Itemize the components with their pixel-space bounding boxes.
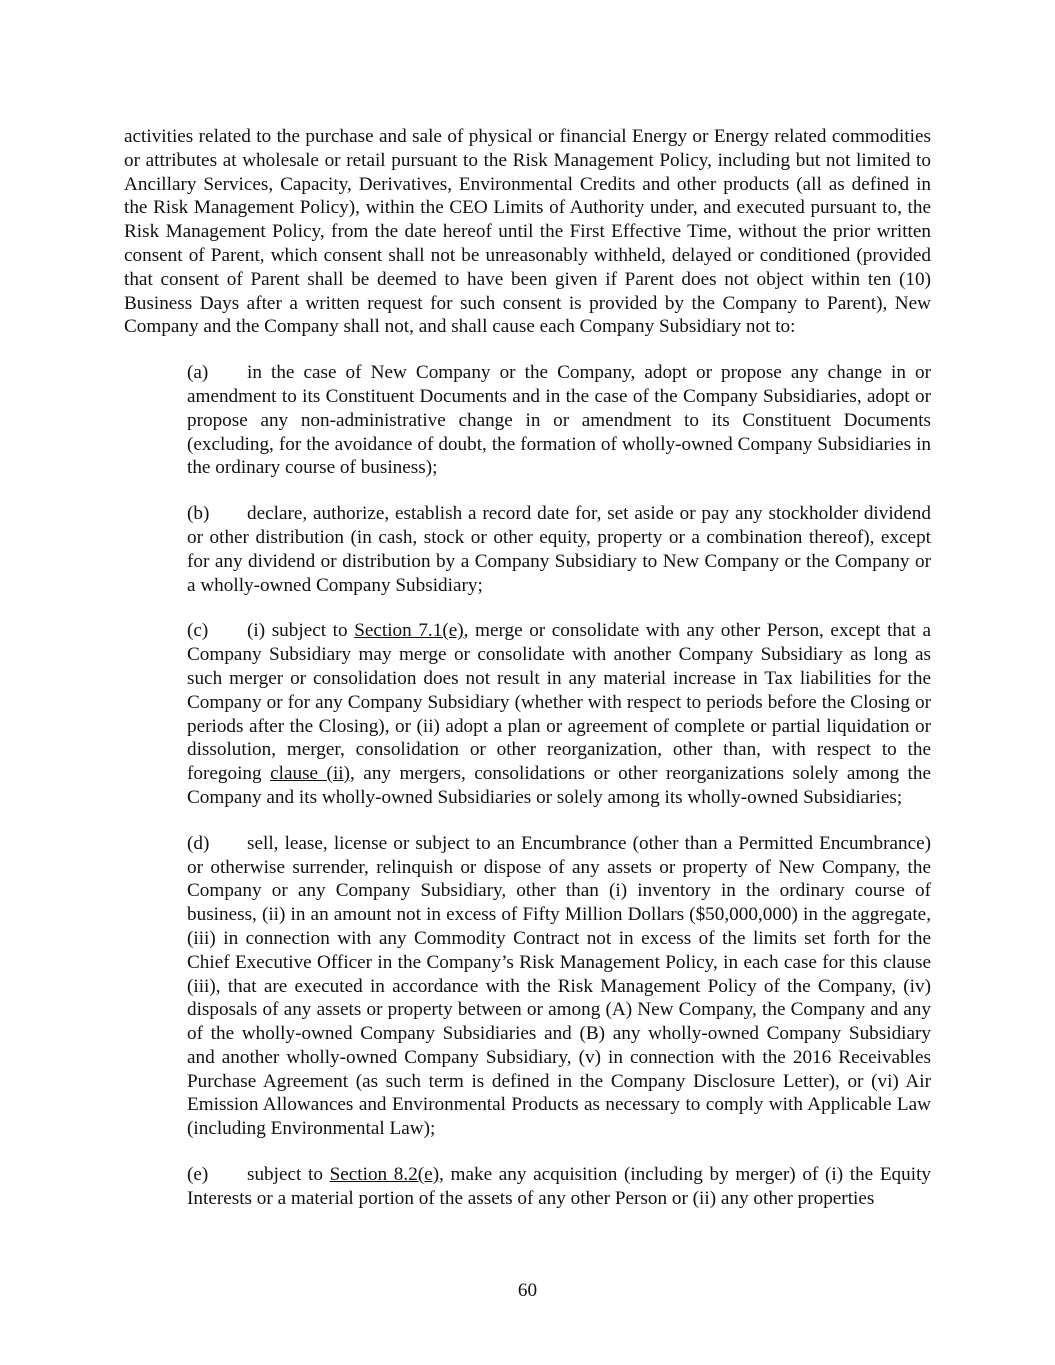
clause-a — [124, 361, 931, 480]
clause-c — [124, 619, 931, 809]
clause-e — [124, 1163, 931, 1211]
clause-text: , any mergers, consolidations or other reorganizations solely among the Company and its wholly-owned Subsidiaries or solely among its wholly-owned Subsidiaries; — [187, 763, 931, 808]
clause-text: sell, lease, license or subject to an Encumbrance (other than a Permitted Encumbrance) or otherwise surrender, relinquish or dispose of any assets or property of New Company, the Company or any Company Subsidiary, other than (i) inventory in the ordinary course of business, (ii) in an amount not in excess of Fifty Million Dollars ($50,000,000) in the aggregate, (iii) in connection with any Commodity Contract not in excess of the limits set forth for the Chief Executive Officer in the Company’s Risk Management Policy, in each case for this clause (iii), that are executed in accordance with the Risk Management Policy of the Company, (iv) disposals of any assets or property between or among (A) New Company, the Company and any of the wholly-owned Company Subsidiaries and (B) any wholly-owned Company Subsidiary and another wholly-owned Company Subsidiary, (v) in connection with the 2016 Receivables Purchase Agreement (as such term is defined in the Company Disclosure Letter), or (vi) Air Emission Allowances and Environmental Products as necessary to comply with Applicable Law (including Environmental Law); — [187, 832, 931, 1140]
clause-text: in the case of New Company or the Company, adopt or propose any change in or amendment to its Constituent Documents and in the case of the Company Subsidiaries, adopt or propose any non-administrative change in or amendment to its Constituent Documents (excluding, for the avoidance of doubt, the formation of wholly-owned Company Subsidiaries in the ordinary course of business); — [187, 362, 931, 479]
clause-text: , make any acquisition (including by merger) of (i) the Equity Interests or a material portion of the assets of any other Person or (ii) any other properties — [187, 1164, 931, 1209]
clause-b — [124, 502, 931, 597]
clause-text: , merge or consolidate with any other Person, except that a Company Subsidiary may merge or consolidate with another Company Subsidiary as long as such merger or consolidation does not result in any material increase in Tax liabilities for the Company or for any Company Subsidiary (whether with respect to periods before the Closing or periods after the Closing), or (ii) adopt a plan or agreement of complete or partial liquidation or dissolution, merger, consolidation or other reorganization, other than, with respect to the foregoing — [187, 620, 931, 785]
clause-label: (e) — [187, 1164, 209, 1186]
clause-reference-link[interactable]: clause (ii) — [270, 763, 350, 785]
section-reference-link[interactable]: Section 7.1(e) — [354, 620, 464, 642]
clause-d — [124, 832, 931, 1141]
clause-text: subject to — [247, 1164, 330, 1186]
document-page — [124, 125, 931, 1211]
clause-text: declare, authorize, establish a record date for, set aside or pay any stockholder dividend or other distribution (in cash, stock or other equity, property or a combination thereof), except for any dividend or distribution by a Company Subsidiary to New Company or the Company or a wholly-owned Company Subsidiary; — [187, 503, 931, 596]
clause-text: (i) subject to — [247, 620, 355, 642]
page-number: 60 — [517, 1280, 538, 1301]
clause-label: (a) — [187, 362, 209, 384]
section-reference-link[interactable]: Section 8.2(e) — [329, 1164, 440, 1186]
clause-label: (b) — [187, 503, 210, 525]
clause-label: (d) — [187, 832, 210, 854]
clause-label: (c) — [187, 620, 209, 642]
intro-paragraph: activities related to the purchase and sale of physical or financial Energy or Energy related commodities or attributes at wholesale or retail pursuant to the Risk Management Policy, including but not limited to Ancillary Services, Capacity, Derivatives, Environmental Credits and other products (all as defined in the Risk Management Policy), within the CEO Limits of Authority under, and executed pursuant to, the Risk Management Policy, from the date hereof until the First Effective Time, without the prior written consent of Parent, which consent shall not be unreasonably withheld, delayed or conditioned (provided that consent of Parent shall be deemed to have been given if Parent does not object within ten (10) Business Days after a written request for such consent is provided by the Company to Parent), New Company and the Company shall not, and shall cause each Company Subsidiary not to: — [124, 126, 931, 338]
